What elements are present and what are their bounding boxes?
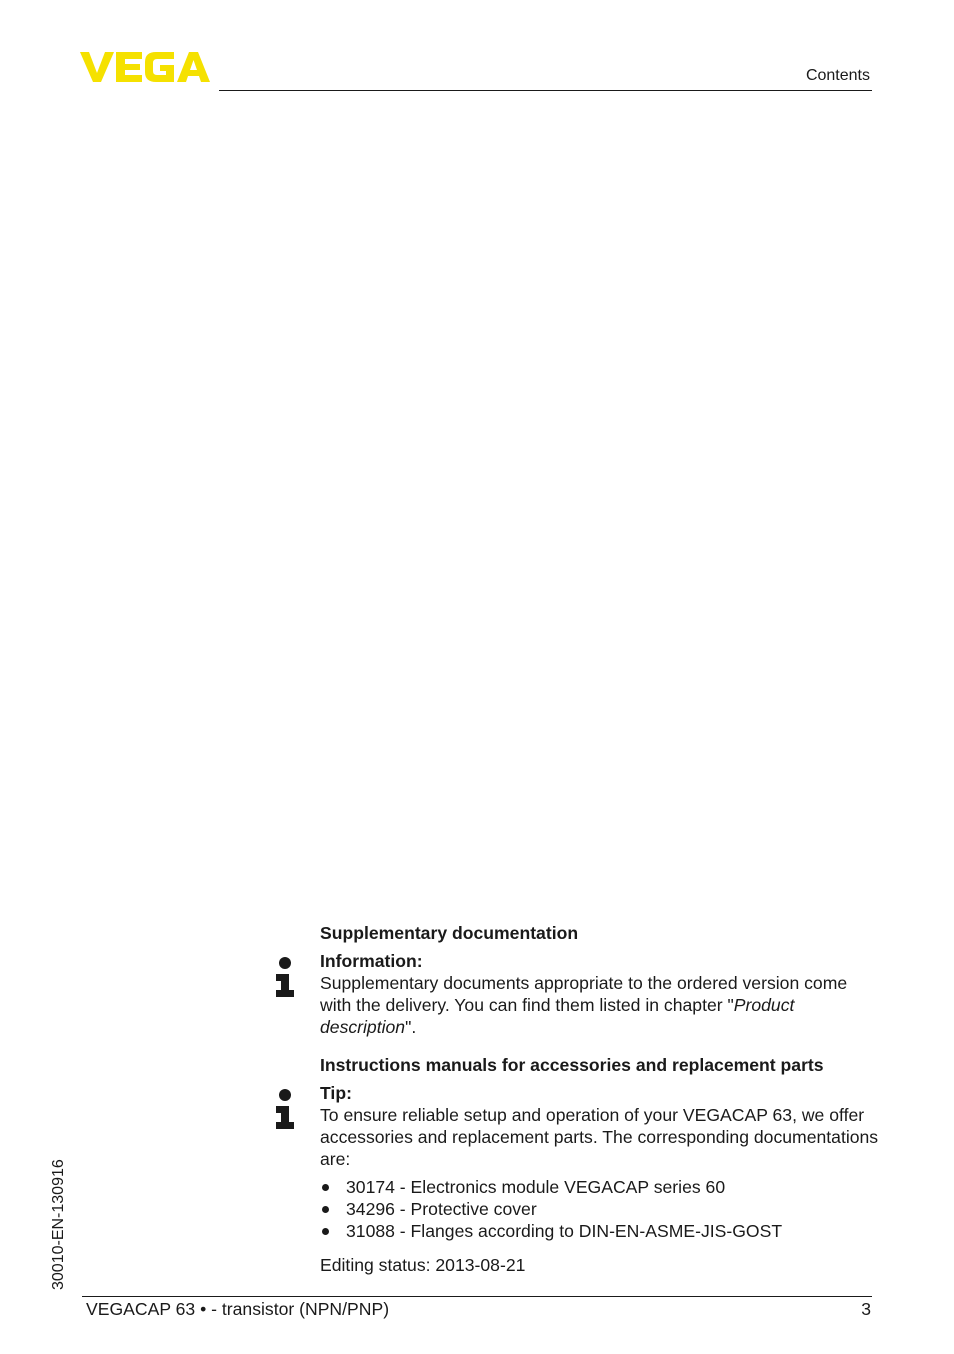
info-icon — [274, 956, 296, 998]
footer-title: VEGACAP 63 • - transistor (NPN/PNP) — [86, 1299, 390, 1319]
bullet-icon — [322, 1228, 329, 1235]
tip-icon — [274, 1088, 296, 1130]
supplementary-text — [320, 972, 880, 1038]
list-item: 34296 - Protective cover — [320, 1198, 880, 1220]
accessories-section — [320, 1054, 880, 1276]
supplementary-text-part1: Supplementary documents appropriate to the ordered version come with the delivery. You can find them listed in chapter " — [320, 973, 848, 1015]
accessories-text: To ensure reliable setup and operation of your VEGACAP 63, we offer accessories and replacement parts. The corresponding documentations are: — [320, 1105, 879, 1169]
chapter-reference: Product description — [320, 995, 795, 1037]
page-number: 3 — [861, 1299, 871, 1319]
bullet-icon — [322, 1184, 329, 1191]
information-label: Information: — [320, 951, 423, 971]
vega-logo — [80, 50, 212, 84]
header-section-title: Contents — [805, 67, 870, 84]
bullet-icon — [322, 1206, 329, 1213]
accessories-heading: Instructions manuals for accessories and replacement parts — [320, 1055, 824, 1075]
accessories-list — [320, 1176, 880, 1242]
editing-status: Editing status: 2013-08-21 — [320, 1255, 526, 1275]
supplementary-heading: Supplementary documentation — [320, 923, 579, 943]
supplementary-section — [320, 922, 880, 1038]
tip-label: Tip: — [320, 1083, 352, 1103]
document-id: 30010-EN-130916 — [50, 1159, 67, 1290]
footer-divider — [82, 1296, 872, 1297]
list-item: 31088 - Flanges according to DIN-EN-ASME-JIS-GOST — [320, 1220, 880, 1242]
header-divider — [219, 90, 872, 91]
list-item: 30174 - Electronics module VEGACAP series 60 — [320, 1176, 880, 1198]
supplementary-text-part2: ". — [405, 1017, 417, 1037]
